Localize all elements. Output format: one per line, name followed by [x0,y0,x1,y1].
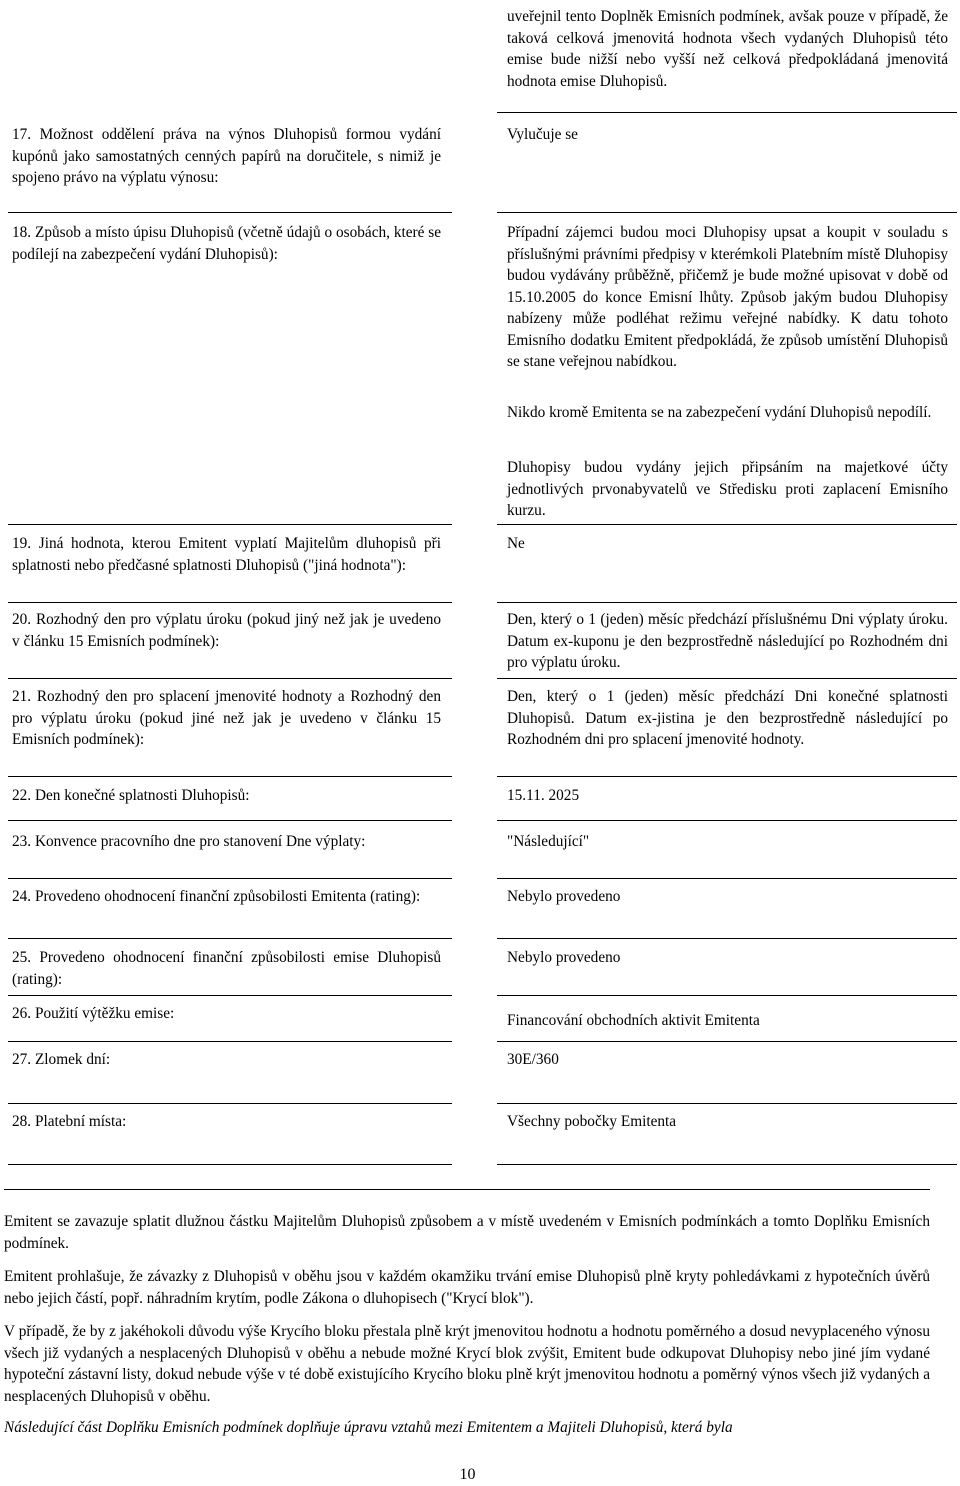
divider [497,938,957,939]
divider [497,112,957,113]
row-18-value-p1: Případní zájemci budou moci Dluhopisy upsat a koupit v souladu s příslušnými právními předpisy v kterémkoli Platebním místě Dluhopisy budou vydávány průběžně, přičemž je bude možné upisovat v době od 15.10.2005 do konce Emisní lhůty. Způsob jakým budou Dluhopisy nabízeny může podléhat režimu veřejné nabídky. K datu tohoto Emisního dodatku Emitent předpokládá, že způsob umístění Dluhopisů se stane veřejnou nabídkou. [507,224,948,370]
divider [8,1103,452,1104]
divider [497,602,957,603]
row-20-label: 20. Rozhodný den pro výplatu úroku (pokud jiný než jak je uvedeno v článku 15 Emisních podmínek): [12,611,441,650]
row-20-value: Den, který o 1 (jeden) měsíc předchází příslušnému Dni výplaty úroku. Datum ex-kuponu je den bezprostředně následující po Rozhodném dni pro výplatu úroku. [507,611,948,671]
divider [8,602,452,603]
row-24-label: 24. Provedeno ohodnocení finanční způsobilosti Emitenta (rating): [12,888,421,905]
divider [497,1103,957,1104]
row-21-label: 21. Rozhodný den pro splacení jmenovité hodnoty a Rozhodný den pro výplatu úroku (pokud jiné než jak je uvedeno v článku 15 Emisních podmínek): [12,688,441,748]
italic-note: Následující část Doplňku Emisních podmínek doplňuje úpravu vztahů mezi Emitentem a Majiteli Dluhopisů, která byla [4,1419,733,1436]
divider [8,938,452,939]
divider [8,995,452,996]
divider [8,776,452,777]
row-25-value: Nebylo provedeno [507,949,621,966]
divider [497,878,957,879]
divider [8,678,452,679]
row-23-value: "Následující" [507,833,590,850]
row-19-value: Ne [507,535,525,552]
divider [497,820,957,821]
row-18-value-p2: Nikdo kromě Emitenta se na zabezpečení vydání Dluhopisů nepodílí. [507,404,932,421]
section-divider [4,1189,930,1190]
paragraph-3: V případě, že by z jakéhokoli důvodu výše Krycího bloku přestala plně krýt jmenovitou hodnotu a hodnotu poměrného a dosud nevyplaceného výnosu všech již vydaných a nesplacených Dluhopisů v oběhu a nebude možné Krycí blok zvýšit, Emitent bude odkupovat Dluhopisy nebo jiné jím vydané hypoteční zástavní listy, dokud nebude výše v té době existujícího Krycího bloku plně krýt jmenovitou hodnotu a poměrný výnos všech již vydaných a nesplacených Dluhopisů v oběhu. [4,1323,930,1405]
continuation-text: uveřejnil tento Doplněk Emisních podmínek, avšak pouze v případě, že taková celková jmenovitá hodnota všech vydaných Dluhopisů této emise bude nižší nebo vyšší než celková předpokládaná jmenovitá hodnota emise Dluhopisů. [507,8,948,90]
row-27-value: 30E/360 [507,1051,559,1068]
row-18-label: 18. Způsob a místo úpisu Dluhopisů (včetně údajů o osobách, které se podílejí na zabezpečení vydání Dluhopisů): [12,224,441,263]
row-23-label: 23. Konvence pracovního dne pro stanovení Dne výplaty: [12,833,366,850]
divider [8,878,452,879]
divider [8,1041,452,1042]
row-25-label: 25. Provedeno ohodnocení finanční způsobilosti emise Dluhopisů (rating): [12,949,441,988]
divider [497,212,957,213]
paragraph-1: Emitent se zavazuje splatit dlužnou částku Majitelům Dluhopisů způsobem a v místě uvedeném v Emisních podmínkách a tomto Doplňku Emisních podmínek. [4,1213,930,1252]
divider [497,776,957,777]
page-number: 10 [459,1466,476,1483]
divider [497,995,957,996]
divider [8,524,452,525]
divider [8,212,452,213]
divider [497,1164,957,1165]
paragraph-2: Emitent prohlašuje, že závazky z Dluhopisů v oběhu jsou v každém okamžiku trvání emise Dluhopisů plně kryty pohledávkami z hypotečních úvěrů nebo jejich částí, popř. náhradním krytím, podle Zákona o dluhopisech ("Krycí blok"). [4,1268,930,1307]
divider [8,1164,452,1165]
divider [8,820,452,821]
divider [497,678,957,679]
row-18-value-p3: Dluhopisy budou vydány jejich připsáním na majetkové účty jednotlivých prvonabyvatelů ve Středisku proti zaplacení Emisního kurzu. [507,459,948,519]
row-17-value: Vylučuje se [507,126,578,143]
row-26-value: Financování obchodních aktivit Emitenta [507,1012,760,1029]
row-22-value: 15.11. 2025 [507,787,580,804]
row-19-label: 19. Jiná hodnota, kterou Emitent vyplatí Majitelům dluhopisů při splatnosti nebo předčasné splatnosti Dluhopisů ("jiná hodnota"): [12,535,441,574]
row-26-label: 26. Použití výtěžku emise: [12,1005,175,1022]
row-28-label: 28. Platební místa: [12,1113,127,1130]
divider [497,1041,957,1042]
divider [497,524,957,525]
row-27-label: 27. Zlomek dní: [12,1051,111,1068]
row-24-value: Nebylo provedeno [507,888,621,905]
row-21-value: Den, který o 1 (jeden) měsíc předchází Dni konečné splatnosti Dluhopisů. Datum ex-jistina je den bezprostředně následující po Rozhodném dni pro splacení jmenovité hodnoty. [507,688,948,748]
row-17-label: 17. Možnost oddělení práva na výnos Dluhopisů formou vydání kupónů jako samostatných cenných papírů na doručitele, s nimiž je spojeno právo na výplatu výnosu: [12,126,441,186]
row-22-label: 22. Den konečné splatnosti Dluhopisů: [12,787,250,804]
row-28-value: Všechny pobočky Emitenta [507,1113,677,1130]
